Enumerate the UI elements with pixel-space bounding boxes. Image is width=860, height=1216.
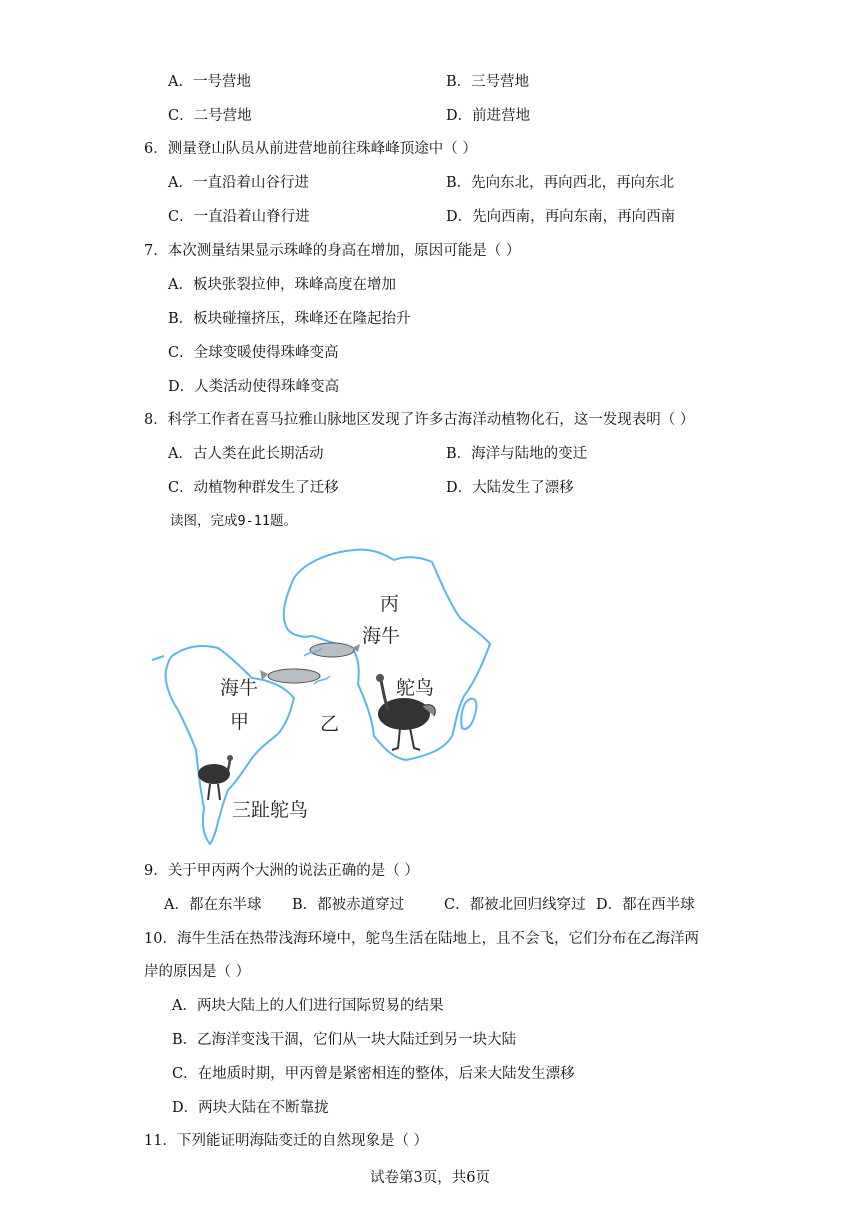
q8-option-d: D．大陆发生了漂移 (446, 480, 574, 496)
map-label-yi: 乙 (320, 714, 340, 735)
page-footer: 试卷第3页，共6页 (370, 1170, 490, 1186)
q10-stem-line1: 10．海牛生活在热带浅海环境中，鸵鸟生活在陆地上，且不会飞，它们分布在乙海洋两 (144, 931, 699, 947)
q7-option-a: A．板块张裂拉伸，珠峰高度在增加 (168, 277, 396, 293)
q5-option-c: C．二号营地 (168, 108, 252, 124)
coast-fragment (152, 656, 164, 660)
q9-option-a: A．都在东半球 (164, 897, 262, 913)
q8-option-c: C．动植物种群发生了迁移 (168, 480, 339, 496)
q10-option-a: A．两块大陆上的人们进行国际贸易的结果 (172, 998, 444, 1014)
q5-option-b: B．三号营地 (446, 74, 530, 90)
map-intro: 读图，完成9-11题。 (170, 513, 298, 529)
q10-stem-line2: 岸的原因是（ ） (144, 964, 251, 980)
q6-option-b: B．先向东北，再向西北，再向东北 (446, 175, 675, 191)
q5-option-d: D．前进营地 (446, 108, 531, 124)
q10-option-d: D．两块大陆在不断靠拢 (172, 1100, 329, 1116)
q9-stem: 9．关于甲丙两个大洲的说法正确的是（ ） (144, 863, 419, 879)
q7-option-b: B．板块碰撞挤压，珠峰还在隆起抬升 (168, 311, 411, 327)
map-label-jia: 甲 (230, 712, 250, 733)
q8-stem: 8．科学工作者在喜马拉雅山脉地区发现了许多古海洋动植物化石，这一发现表明（ ） (144, 412, 695, 428)
q5-option-a: A．一号营地 (168, 74, 251, 90)
q11-stem: 11．下列能证明海陆变迁的自然现象是（ ） (144, 1133, 429, 1149)
map-label-hainiu-sa: 海牛 (220, 678, 259, 699)
q7-option-c: C．全球变暖使得珠峰变高 (168, 345, 339, 361)
q8-option-a: A．古人类在此长期活动 (168, 446, 324, 462)
q10-option-c: C．在地质时期，甲丙曾是紧密相连的整体，后来大陆发生漂移 (172, 1066, 575, 1082)
map-label-sanzhi-tuoniao: 三趾鸵鸟 (232, 800, 309, 821)
map-label-tuoniao: 鸵鸟 (396, 678, 435, 699)
q10-option-b: B．乙海洋变浅干涸，它们从一块大陆迁到另一块大陆 (172, 1032, 517, 1048)
madagascar-outline (461, 699, 476, 729)
q6-stem: 6．测量登山队员从前进营地前往珠峰峰顶途中（ ） (144, 141, 477, 157)
manatee-africa-icon (304, 643, 360, 657)
q7-option-d: D．人类活动使得珠峰变高 (168, 379, 340, 395)
q6-option-d: D．先向西南，再向东南，再向西南 (446, 209, 676, 225)
q7-stem: 7．本次测量结果显示珠峰的身高在增加，原因可能是（ ） (144, 243, 521, 259)
map-label-bing: 丙 (380, 594, 400, 615)
q9-option-d: D．都在西半球 (596, 897, 695, 913)
q6-option-c: C．一直沿着山脊行进 (168, 209, 310, 225)
continent-map-svg (144, 538, 496, 846)
q8-option-b: B．海洋与陆地的变迁 (446, 446, 588, 462)
continent-map (144, 538, 496, 846)
map-label-hainiu-africa: 海牛 (362, 626, 401, 647)
q9-option-c: C．都被北回归线穿过 (444, 897, 586, 913)
q9-option-b: B．都被赤道穿过 (292, 897, 405, 913)
q6-option-a: A．一直沿着山谷行进 (168, 175, 309, 191)
